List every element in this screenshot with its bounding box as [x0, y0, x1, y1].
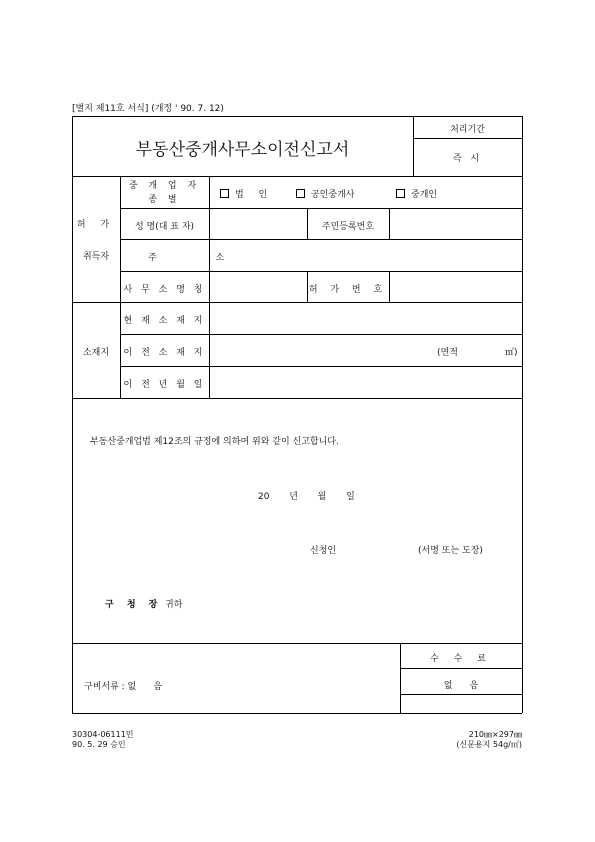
approval-date: 90. 5. 29 승인	[72, 740, 126, 749]
area-unit: ㎡)	[505, 348, 518, 358]
option-licensed-agent[interactable]: 공인중개사	[296, 187, 354, 200]
name-label: 성 명(대 표 자)	[134, 222, 195, 232]
date-year-unit: 년	[289, 492, 298, 502]
form-code: 30304-06111민	[72, 730, 134, 739]
processing-period-value: 즉 시	[452, 154, 483, 164]
addressee-office: 구 청 장	[105, 600, 163, 610]
form-title: 부동산중개사무소이전신고서	[135, 140, 350, 160]
paper-spec: (신문용지 54g/㎡)	[456, 740, 522, 749]
checkbox-icon	[396, 189, 405, 198]
move-date-label: 이 전 년 월 일	[123, 380, 206, 390]
permit-number-label: 허 가 번 호	[308, 285, 388, 295]
processing-period-label: 처리기간	[450, 125, 485, 135]
resident-number-label: 주민등록번호	[321, 222, 375, 232]
date-month-unit: 월	[317, 492, 327, 502]
location-group-label: 소재지	[82, 348, 110, 358]
required-documents: 구비서류 : 없 음	[84, 682, 163, 692]
checkbox-icon	[296, 189, 305, 198]
permit-holder-group-label-2: 취득자	[82, 252, 110, 262]
area-label: (면적	[437, 348, 458, 358]
permit-holder-group-label: 허 가	[76, 220, 116, 230]
option-corporation[interactable]: 법 인	[220, 187, 273, 200]
applicant-label: 신청인	[310, 546, 337, 556]
option-broker[interactable]: 중개인	[396, 187, 437, 200]
paper-size: 210㎜×297㎜	[468, 730, 522, 739]
date-day-unit: 일	[346, 492, 355, 502]
date-year: 20	[258, 492, 270, 502]
office-name-label: 사 무 소 명 칭	[123, 285, 206, 295]
signature-note: (서명 또는 도장)	[418, 546, 483, 556]
fee-label: 수 수 료	[430, 654, 492, 664]
declaration-statement: 부동산중개업법 제12조의 규정에 의하여 위와 같이 신고합니다.	[90, 437, 339, 447]
addressee-suffix: 귀하	[165, 600, 183, 610]
fee-value: 없 음	[443, 681, 479, 691]
date-line	[258, 489, 355, 502]
new-location-label: 이 전 소 재 지	[123, 348, 206, 358]
current-location-label: 현 재 소 재 지	[123, 316, 206, 326]
address-label: 주 소	[148, 253, 253, 263]
checkbox-icon	[220, 189, 229, 198]
form-header: [별지 제11호 서식] (개정 ' 90. 7. 12)	[72, 104, 224, 114]
business-type-label: 중 개 업 자 종 별	[128, 181, 201, 205]
